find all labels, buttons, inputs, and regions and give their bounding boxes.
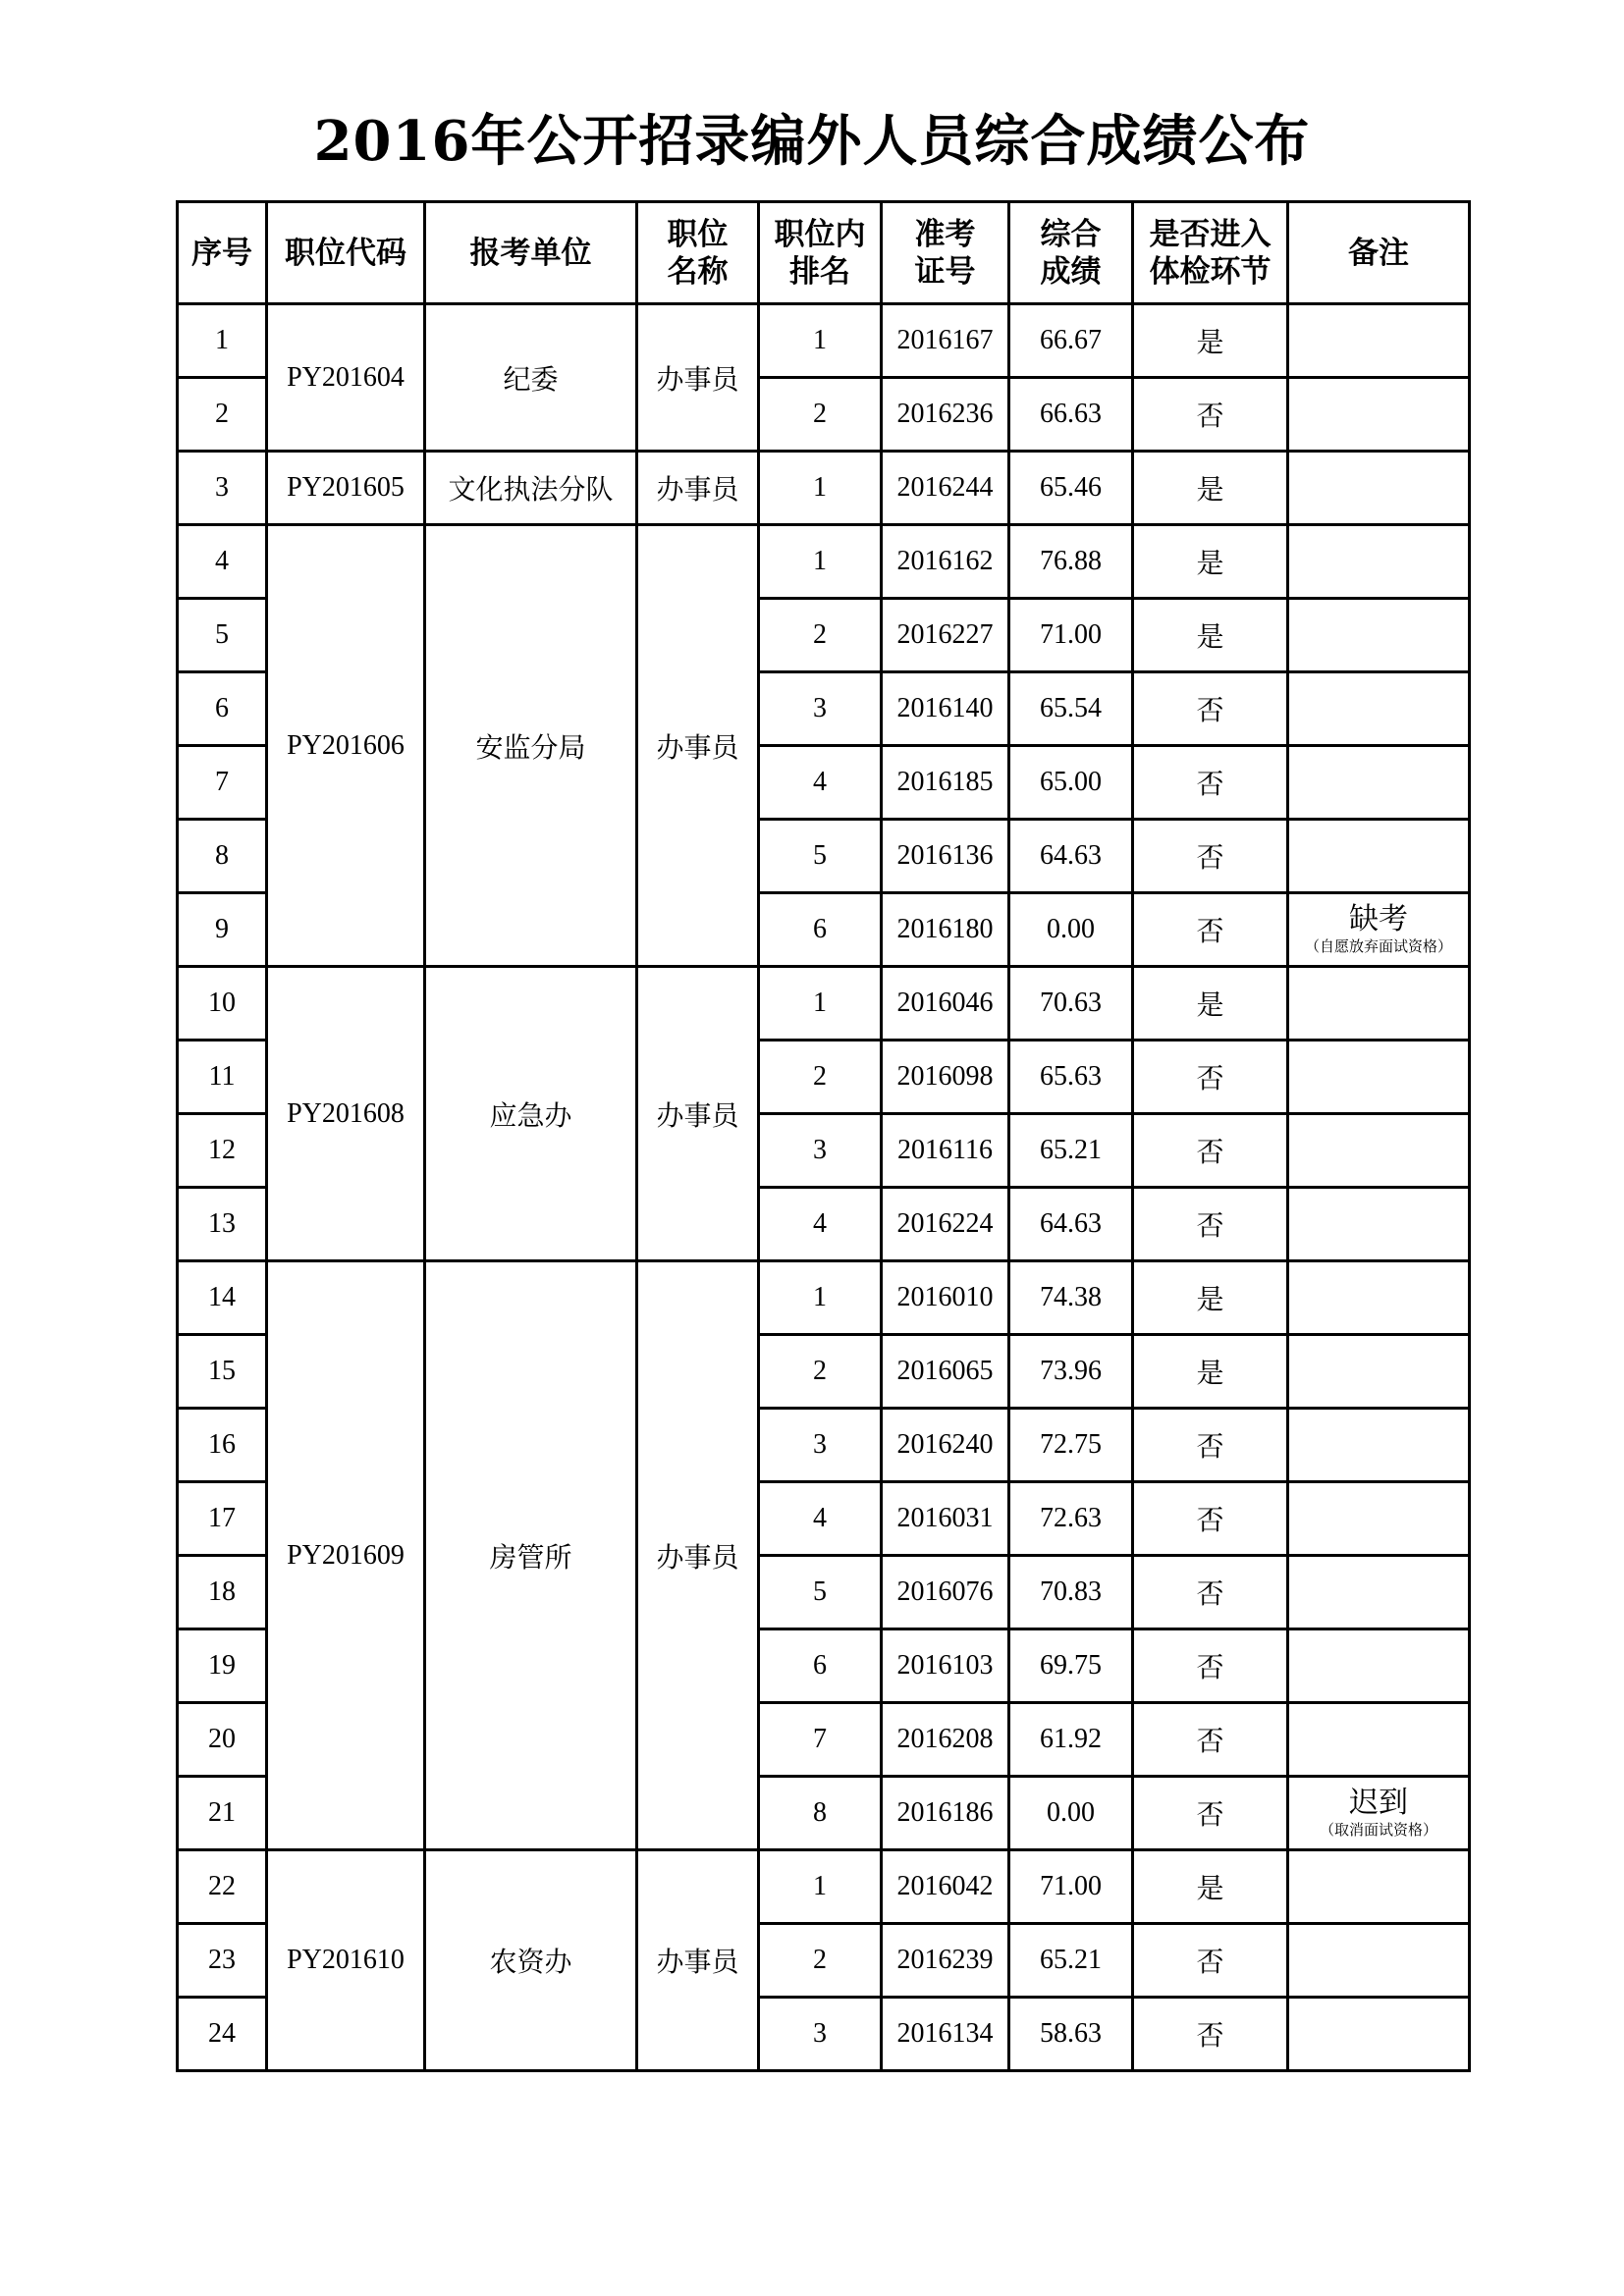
seq-cell: 9 <box>178 893 267 967</box>
header-score: 综合 成绩 <box>1009 202 1133 304</box>
score-cell: 73.96 <box>1009 1335 1133 1409</box>
rank-cell: 3 <box>759 1998 882 2071</box>
remark-cell <box>1288 1335 1470 1409</box>
physical-exam-cell: 否 <box>1133 820 1288 893</box>
physical-exam-cell: 否 <box>1133 378 1288 452</box>
physical-exam-cell: 是 <box>1133 452 1288 525</box>
seq-cell: 23 <box>178 1924 267 1998</box>
physical-exam-cell: 否 <box>1133 1777 1288 1850</box>
header-rank: 职位内 排名 <box>759 202 882 304</box>
remark-text: 缺考 <box>1349 902 1408 936</box>
ticket-cell: 2016076 <box>882 1556 1009 1629</box>
rank-cell: 6 <box>759 1629 882 1703</box>
score-cell: 66.67 <box>1009 304 1133 378</box>
seq-cell: 2 <box>178 378 267 452</box>
rank-cell: 4 <box>759 1482 882 1556</box>
table-row <box>178 304 1470 378</box>
position-name-cell: 办事员 <box>637 525 759 967</box>
physical-exam-cell: 否 <box>1133 672 1288 746</box>
seq-cell: 4 <box>178 525 267 599</box>
score-cell: 65.21 <box>1009 1924 1133 1998</box>
seq-cell: 17 <box>178 1482 267 1556</box>
rank-cell: 2 <box>759 1041 882 1114</box>
header-code: 职位代码 <box>267 202 425 304</box>
ticket-cell: 2016208 <box>882 1703 1009 1777</box>
physical-exam-cell: 否 <box>1133 1114 1288 1188</box>
physical-exam-cell: 否 <box>1133 746 1288 820</box>
seq-cell: 7 <box>178 746 267 820</box>
ticket-cell: 2016140 <box>882 672 1009 746</box>
remark-cell <box>1288 1850 1470 1924</box>
rank-cell: 1 <box>759 1850 882 1924</box>
score-cell: 72.63 <box>1009 1482 1133 1556</box>
score-cell: 65.21 <box>1009 1114 1133 1188</box>
seq-cell: 21 <box>178 1777 267 1850</box>
unit-cell: 安监分局 <box>425 525 637 967</box>
score-cell: 76.88 <box>1009 525 1133 599</box>
position-code-cell: PY201609 <box>267 1261 425 1850</box>
ticket-cell: 2016240 <box>882 1409 1009 1482</box>
seq-cell: 20 <box>178 1703 267 1777</box>
position-code-cell: PY201605 <box>267 452 425 525</box>
remark-cell <box>1288 1409 1470 1482</box>
unit-cell: 文化执法分队 <box>425 452 637 525</box>
remark-cell <box>1288 1188 1470 1261</box>
remark-subtext: （取消面试资格） <box>1319 1821 1437 1839</box>
header-remark: 备注 <box>1288 202 1470 304</box>
rank-cell: 7 <box>759 1703 882 1777</box>
table-body <box>178 304 1470 2071</box>
score-cell: 58.63 <box>1009 1998 1133 2071</box>
physical-exam-cell: 是 <box>1133 967 1288 1041</box>
score-cell: 71.00 <box>1009 1850 1133 1924</box>
header-position: 职位 名称 <box>637 202 759 304</box>
remark-cell <box>1288 672 1470 746</box>
ticket-cell: 2016134 <box>882 1998 1009 2071</box>
unit-cell: 房管所 <box>425 1261 637 1850</box>
rank-cell: 8 <box>759 1777 882 1850</box>
remark-cell <box>1288 1777 1470 1850</box>
unit-cell: 纪委 <box>425 304 637 452</box>
table-row <box>178 525 1470 599</box>
physical-exam-cell: 是 <box>1133 1335 1288 1409</box>
seq-cell: 12 <box>178 1114 267 1188</box>
rank-cell: 1 <box>759 452 882 525</box>
score-cell: 0.00 <box>1009 1777 1133 1850</box>
header-physical-exam: 是否进入 体检环节 <box>1133 202 1288 304</box>
physical-exam-cell: 否 <box>1133 1629 1288 1703</box>
results-table <box>176 200 1471 2072</box>
physical-exam-cell: 是 <box>1133 304 1288 378</box>
seq-cell: 3 <box>178 452 267 525</box>
score-cell: 65.46 <box>1009 452 1133 525</box>
position-name-cell: 办事员 <box>637 304 759 452</box>
remark-text: 迟到 <box>1349 1786 1408 1820</box>
rank-cell: 1 <box>759 525 882 599</box>
seq-cell: 24 <box>178 1998 267 2071</box>
position-code-cell: PY201604 <box>267 304 425 452</box>
ticket-cell: 2016098 <box>882 1041 1009 1114</box>
seq-cell: 15 <box>178 1335 267 1409</box>
position-code-cell: PY201610 <box>267 1850 425 2071</box>
seq-cell: 6 <box>178 672 267 746</box>
seq-cell: 10 <box>178 967 267 1041</box>
ticket-cell: 2016031 <box>882 1482 1009 1556</box>
score-cell: 72.75 <box>1009 1409 1133 1482</box>
ticket-cell: 2016185 <box>882 746 1009 820</box>
remark-cell <box>1288 1556 1470 1629</box>
unit-cell: 农资办 <box>425 1850 637 2071</box>
seq-cell: 22 <box>178 1850 267 1924</box>
rank-cell: 2 <box>759 1924 882 1998</box>
rank-cell: 4 <box>759 1188 882 1261</box>
header-row <box>178 202 1470 304</box>
position-code-cell: PY201608 <box>267 967 425 1261</box>
physical-exam-cell: 是 <box>1133 1261 1288 1335</box>
ticket-cell: 2016236 <box>882 378 1009 452</box>
rank-cell: 5 <box>759 1556 882 1629</box>
remark-subtext: （自愿放弃面试资格） <box>1304 937 1452 955</box>
ticket-cell: 2016167 <box>882 304 1009 378</box>
rank-cell: 5 <box>759 820 882 893</box>
position-name-cell: 办事员 <box>637 1261 759 1850</box>
remark-cell <box>1288 1998 1470 2071</box>
ticket-cell: 2016136 <box>882 820 1009 893</box>
remark-cell <box>1288 1041 1470 1114</box>
ticket-cell: 2016224 <box>882 1188 1009 1261</box>
physical-exam-cell: 否 <box>1133 893 1288 967</box>
physical-exam-cell: 否 <box>1133 1482 1288 1556</box>
score-cell: 64.63 <box>1009 1188 1133 1261</box>
remark-cell <box>1288 304 1470 378</box>
remark-cell <box>1288 378 1470 452</box>
remark-cell <box>1288 599 1470 672</box>
table-row <box>178 1850 1470 1924</box>
score-cell: 65.00 <box>1009 746 1133 820</box>
score-cell: 69.75 <box>1009 1629 1133 1703</box>
rank-cell: 3 <box>759 1409 882 1482</box>
remark-cell <box>1288 893 1470 967</box>
header-seq: 序号 <box>178 202 267 304</box>
ticket-cell: 2016244 <box>882 452 1009 525</box>
rank-cell: 2 <box>759 599 882 672</box>
ticket-cell: 2016180 <box>882 893 1009 967</box>
seq-cell: 11 <box>178 1041 267 1114</box>
score-cell: 66.63 <box>1009 378 1133 452</box>
score-cell: 70.63 <box>1009 967 1133 1041</box>
position-name-cell: 办事员 <box>637 452 759 525</box>
seq-cell: 13 <box>178 1188 267 1261</box>
ticket-cell: 2016239 <box>882 1924 1009 1998</box>
score-cell: 70.83 <box>1009 1556 1133 1629</box>
ticket-cell: 2016046 <box>882 967 1009 1041</box>
ticket-cell: 2016042 <box>882 1850 1009 1924</box>
score-cell: 65.63 <box>1009 1041 1133 1114</box>
remark-cell <box>1288 525 1470 599</box>
page-title: 2016年公开招录编外人员综合成绩公布 <box>313 109 1311 174</box>
score-cell: 71.00 <box>1009 599 1133 672</box>
score-cell: 61.92 <box>1009 1703 1133 1777</box>
score-cell: 65.54 <box>1009 672 1133 746</box>
table-row <box>178 967 1470 1041</box>
rank-cell: 3 <box>759 672 882 746</box>
ticket-cell: 2016116 <box>882 1114 1009 1188</box>
remark-cell <box>1288 452 1470 525</box>
rank-cell: 6 <box>759 893 882 967</box>
seq-cell: 5 <box>178 599 267 672</box>
ticket-cell: 2016162 <box>882 525 1009 599</box>
score-cell: 0.00 <box>1009 893 1133 967</box>
remark-cell <box>1288 967 1470 1041</box>
rank-cell: 1 <box>759 967 882 1041</box>
physical-exam-cell: 是 <box>1133 599 1288 672</box>
seq-cell: 14 <box>178 1261 267 1335</box>
seq-cell: 1 <box>178 304 267 378</box>
remark-cell <box>1288 1482 1470 1556</box>
remark-cell <box>1288 1114 1470 1188</box>
remark-cell <box>1288 1703 1470 1777</box>
rank-cell: 1 <box>759 1261 882 1335</box>
position-code-cell: PY201606 <box>267 525 425 967</box>
rank-cell: 4 <box>759 746 882 820</box>
physical-exam-cell: 否 <box>1133 1703 1288 1777</box>
score-cell: 74.38 <box>1009 1261 1133 1335</box>
physical-exam-cell: 否 <box>1133 1188 1288 1261</box>
ticket-cell: 2016186 <box>882 1777 1009 1850</box>
table-row <box>178 452 1470 525</box>
physical-exam-cell: 否 <box>1133 1556 1288 1629</box>
seq-cell: 16 <box>178 1409 267 1482</box>
seq-cell: 19 <box>178 1629 267 1703</box>
table-row <box>178 1261 1470 1335</box>
physical-exam-cell: 否 <box>1133 1924 1288 1998</box>
position-name-cell: 办事员 <box>637 967 759 1261</box>
header-ticket: 准考 证号 <box>882 202 1009 304</box>
ticket-cell: 2016065 <box>882 1335 1009 1409</box>
seq-cell: 8 <box>178 820 267 893</box>
unit-cell: 应急办 <box>425 967 637 1261</box>
seq-cell: 18 <box>178 1556 267 1629</box>
ticket-cell: 2016227 <box>882 599 1009 672</box>
remark-cell <box>1288 1261 1470 1335</box>
remark-cell <box>1288 1629 1470 1703</box>
rank-cell: 2 <box>759 378 882 452</box>
header-unit: 报考单位 <box>425 202 637 304</box>
rank-cell: 1 <box>759 304 882 378</box>
physical-exam-cell: 否 <box>1133 1998 1288 2071</box>
remark-cell <box>1288 820 1470 893</box>
rank-cell: 2 <box>759 1335 882 1409</box>
rank-cell: 3 <box>759 1114 882 1188</box>
physical-exam-cell: 否 <box>1133 1041 1288 1114</box>
physical-exam-cell: 否 <box>1133 1409 1288 1482</box>
remark-cell <box>1288 1924 1470 1998</box>
ticket-cell: 2016103 <box>882 1629 1009 1703</box>
score-cell: 64.63 <box>1009 820 1133 893</box>
physical-exam-cell: 是 <box>1133 1850 1288 1924</box>
remark-cell <box>1288 746 1470 820</box>
ticket-cell: 2016010 <box>882 1261 1009 1335</box>
physical-exam-cell: 是 <box>1133 525 1288 599</box>
position-name-cell: 办事员 <box>637 1850 759 2071</box>
